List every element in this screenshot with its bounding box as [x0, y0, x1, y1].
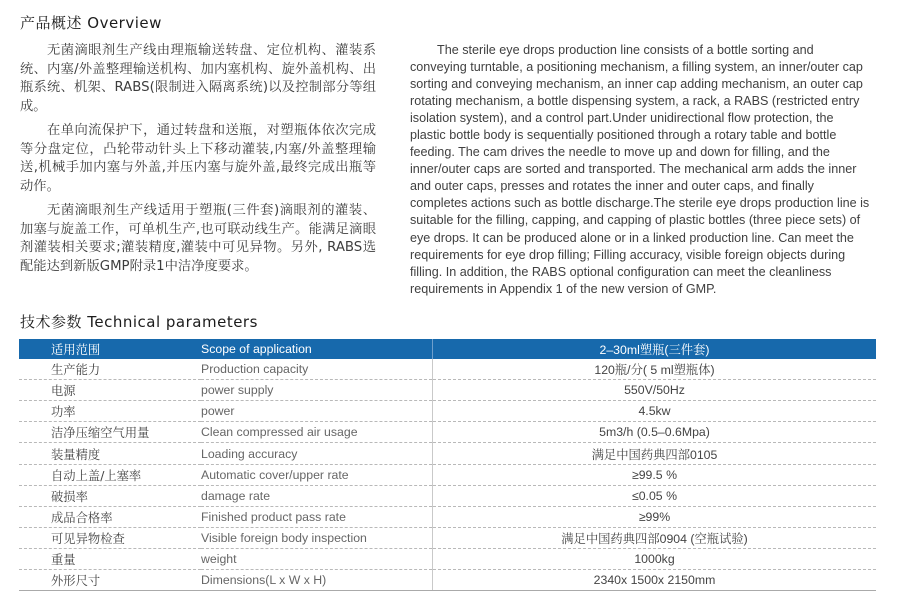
- param-name-cn: 破损率: [19, 485, 201, 506]
- param-name-cn: 成品合格率: [19, 506, 201, 527]
- param-value: 5m3/h (0.5–0.6Mpa): [433, 422, 877, 443]
- overview-heading: 产品概述 Overview: [20, 14, 162, 32]
- table-row: [19, 464, 876, 485]
- param-name-en: Loading accuracy: [201, 443, 433, 464]
- table-row: [19, 401, 876, 422]
- param-name-en: Visible foreign body inspection: [201, 527, 433, 548]
- overview-cn-paragraph-2: 在单向流保护下，通过转盘和送瓶，对塑瓶体依次完成等分盘定位，凸轮带动针头上下移动灌装,内塞/外盖整理输送,机械手加内塞与外盖,并压内塞与旋外盖,最终完成出瓶等动作。: [20, 123, 376, 194]
- table-row: [19, 443, 876, 464]
- param-name-en: power supply: [201, 380, 433, 401]
- param-name-en: Finished product pass rate: [201, 506, 433, 527]
- param-value: 满足中国药典四部0904 (空瓶试验): [433, 527, 877, 548]
- overview-cn-paragraph-3: 无菌滴眼剂生产线适用于塑瓶(三件套)滴眼剂的灌装、加塞与旋盖工作，可单机生产,也可联动线生产。能满足滴眼剂灌装相关要求;灌装精度,灌装中可见异物。另外, RABS选配能达到新版GMP附录1中洁净度要求。: [20, 203, 376, 274]
- param-name-cn: 可见异物检查: [19, 527, 201, 548]
- table-row: [19, 380, 876, 401]
- table-row: [19, 548, 876, 569]
- param-value: 2340x 1500x 2150mm: [433, 570, 877, 591]
- param-name-en: Production capacity: [201, 359, 433, 380]
- param-value: ≥99.5 %: [433, 464, 877, 485]
- table-row: [19, 359, 876, 380]
- param-value: ≤0.05 %: [433, 485, 877, 506]
- param-value: 1000kg: [433, 548, 877, 569]
- table-row: [19, 527, 876, 548]
- param-value: 120瓶/分( 5 ml塑瓶体): [433, 359, 877, 380]
- overview-cn-paragraph-1: 无菌滴眼剂生产线由理瓶输送转盘、定位机构、灌装系统、内塞/外盖整理输送机构、加内塞机构、旋外盖机构、出瓶系统、机架、RABS(限制进入隔离系统)以及控制部分等组成。: [20, 43, 376, 114]
- technical-parameters-heading: 技术参数 Technical parameters: [20, 313, 258, 331]
- param-value: ≥99%: [433, 506, 877, 527]
- param-name-cn: 装量精度: [19, 443, 201, 464]
- table-row: [19, 485, 876, 506]
- param-name-cn: 生产能力: [19, 359, 201, 380]
- param-value: 4.5kw: [433, 401, 877, 422]
- param-name-en: power: [201, 401, 433, 422]
- param-name-en: weight: [201, 548, 433, 569]
- param-name-en: Scope of application: [201, 339, 433, 359]
- param-value: 550V/50Hz: [433, 380, 877, 401]
- overview-en-paragraph: The sterile eye drops production line consists of a bottle sorting and conveying turntable, a positioning mechanism, a filling system, an inner/outer cap sorting and conveying mechanism, an inner cap adding mechanism, an outer cap rotating mechanism, a bottle dispensing system, a rack, a RABS (restricted entry isolation system), and a control part.Under unidirectional flow protection, the plastic bottle body is sequentially positioned through a rotary table and bottle feeding. The cam drives the needle to move up and down for filling, and the inner/outer caps are sorted and transported. The mechanical arm adds the inner and outer caps, presses and rotates the inner and outer caps, and finally completes actions such as bottle discharge.The sterile eye drops production line is suitable for the filling, capping, and capping of plastic bottles (three piece sets) of eye drops. It can be produced alone or in a linked production line. Can meet the requirements for eye drop filling; Filling accuracy, visible foreign objects during filling. In addition, the RABS optional configuration can meet the cleanliness requirements in Appendix 1 of the new version of GMP.: [410, 43, 870, 296]
- param-name-cn: 电源: [19, 380, 201, 401]
- param-name-en: Automatic cover/upper rate: [201, 464, 433, 485]
- param-name-en: Clean compressed air usage: [201, 422, 433, 443]
- table-row: [19, 570, 876, 591]
- param-name-cn: 重量: [19, 548, 201, 569]
- param-name-en: Dimensions(L x W x H): [201, 570, 433, 591]
- param-name-cn: 外形尺寸: [19, 570, 201, 591]
- param-value: 满足中国药典四部0105: [433, 443, 877, 464]
- table-row: [19, 422, 876, 443]
- param-name-cn: 自动上盖/上塞率: [19, 464, 201, 485]
- technical-parameters-table: [19, 339, 876, 591]
- param-name-cn: 洁净压缩空气用量: [19, 422, 201, 443]
- table-row: [19, 339, 876, 359]
- table-row: [19, 506, 876, 527]
- param-name-en: damage rate: [201, 485, 433, 506]
- param-value: 2–30ml塑瓶(三件套): [433, 339, 877, 359]
- param-name-cn: 适用范围: [19, 339, 201, 359]
- param-name-cn: 功率: [19, 401, 201, 422]
